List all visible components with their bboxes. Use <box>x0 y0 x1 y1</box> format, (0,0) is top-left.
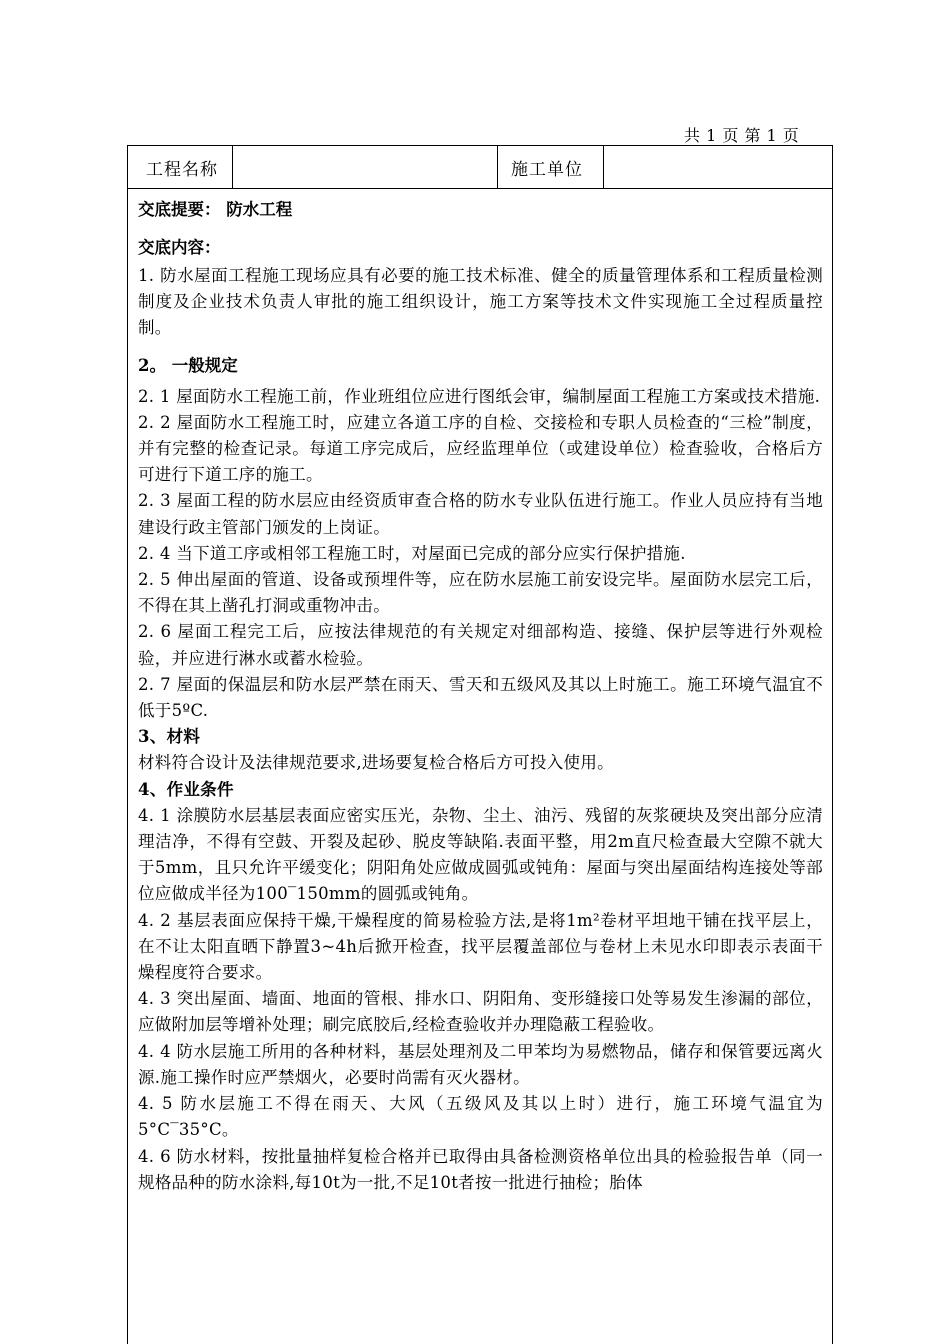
document-body <box>128 195 832 1196</box>
section-4-title: 4、作业条件 <box>138 779 234 799</box>
section-2-item: 2. 6 屋面工程完工后，应按法律规范的有关规定对细部构造、接缝、保护层等进行外观检验，并应进行淋水或蓄水检验。 <box>138 622 823 668</box>
construction-unit-field[interactable] <box>604 146 832 188</box>
section-2-item: 2. 2 屋面防水工程施工时，应建立各道工序的自检、交接检和专职人员检查的“三检”制度，并有完整的检查记录。每道工序完成后，应经监理单位（或建设单位）检查验收，合格后方可进行下道工序的施工。 <box>138 412 823 485</box>
section-2-item: 2. 4 当下道工序或相邻工程施工时，对屋面已完成的部分应实行保护措施. <box>138 543 686 563</box>
section-3-text: 材料符合设计及法律规范要求,进场要复检合格后方可投入使用。 <box>138 753 614 773</box>
section-2-item: 2. 1 屋面防水工程施工前，作业班组位应进行图纸会审，编制屋面工程施工方案或技术措施. <box>138 386 821 406</box>
content-label: 交底内容： <box>138 238 221 257</box>
section-3-title: 3、材料 <box>138 727 201 747</box>
summary-line <box>138 195 823 225</box>
section-4-item: 4. 4 防水层施工所用的各种材料，基层处理剂及二甲苯均为易燃物品，储存和保管要远离火源.施工操作时应严禁烟火，必要时尚需有灭火器材。 <box>138 1041 823 1087</box>
section-4-item: 4. 6 防水材料，按批量抽样复检合格并已取得由具备检测资格单位出具的检验报告单（同一规格品种的防水涂料,每10t为一批,不足10t者按一批进行抽检；胎体 <box>138 1146 823 1192</box>
project-name-label: 工程名称 <box>128 146 233 188</box>
summary-label: 交底提要： <box>138 200 221 219</box>
page-counter: 共 1 页 第 1 页 <box>684 126 800 145</box>
section-2-item: 2. 3 屋面工程的防水层应由经资质审查合格的防水专业队伍进行施工。作业人员应持有当地建设行政主管部门颁发的上岗证。 <box>138 491 823 537</box>
summary-value: 防水工程 <box>226 200 293 219</box>
section-4-item: 4. 5 防水层施工不得在雨天、大风（五级风及其以上时）进行，施工环境气温宜为5°C‾35°C。 <box>138 1094 823 1140</box>
section-4-item: 4. 1 涂膜防水层基层表面应密实压光，杂物、尘土、油污、残留的灰浆硬块及突出部分应清理洁净，不得有空鼓、开裂及起砂、脱皮等缺陷.表面平整，用2m直尺检查最大空隙不就大于5mm，且只允许平缓变化；阴阳角处应做成圆弧或钝角：屋面与突出屋面结构连接处等部位应做成半径为100‾150mm的圆弧或钝角。 <box>138 805 823 904</box>
paragraph-1: 1. 防水屋面工程施工现场应具有必要的施工技术标准、健全的质量管理体系和工程质量检测制度及企业技术负责人审批的施工组织设计，施工方案等技术文件实现施工全过程质量控制。 <box>138 266 823 338</box>
project-name-field[interactable] <box>233 146 498 188</box>
section-4-item: 4. 2 基层表面应保持干燥,干燥程度的简易检验方法,是将1m²卷材平坦地干铺在找平层上，在不让太阳直晒下静置3~4h后掀开检查，找平层覆盖部位与卷材上未见水印即表示表面干燥程度符合要求。 <box>138 910 823 983</box>
construction-unit-label: 施工单位 <box>498 146 604 188</box>
section-4-item: 4. 3 突出屋面、墙面、地面的管根、排水口、阴阳角、变形缝接口处等易发生渗漏的部位，应做附加层等增补处理；刷完底胶后,经检查验收并办理隐蔽工程验收。 <box>138 989 823 1035</box>
header-row <box>128 146 832 189</box>
section-2-item: 2. 5 伸出屋面的管道、设备或预埋件等，应在防水层施工前安设完毕。屋面防水层完工后，不得在其上凿孔打洞或重物冲击。 <box>138 570 823 616</box>
disclosure-form <box>127 145 833 1344</box>
section-2-item: 2. 7 屋面的保温层和防水层严禁在雨天、雪天和五级风及其以上时施工。施工环境气温宜不低于5ºC. <box>138 674 823 721</box>
section-2-title: 2。 一般规定 <box>138 355 238 375</box>
